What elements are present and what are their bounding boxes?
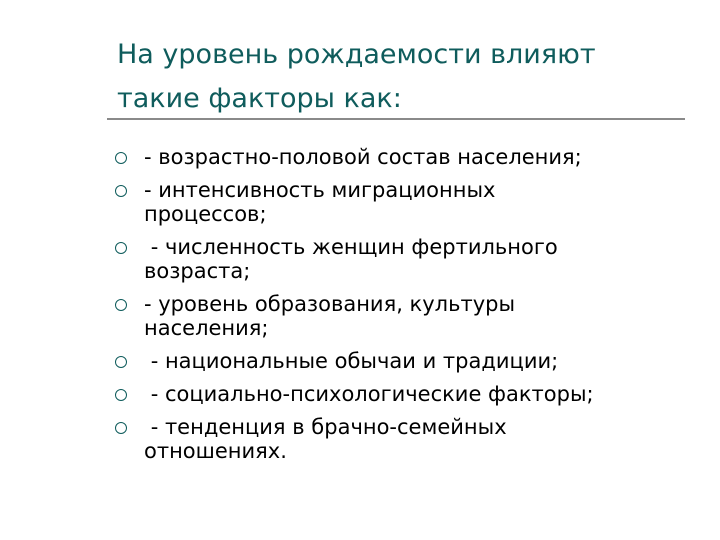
bullet-item: [113, 349, 703, 373]
bullet-item: [113, 235, 703, 283]
bullet-item: [113, 415, 703, 463]
bullet-text-line: - социально-психологические факторы;: [144, 382, 594, 406]
bullet-item: [113, 382, 703, 406]
slide-title-line-2: такие факторы как:: [117, 83, 402, 114]
hollow-circle-icon: [115, 356, 127, 368]
hollow-circle-icon: [115, 242, 127, 254]
bullet-item: [113, 178, 703, 226]
bullet-text-line: - тенденция в брачно-семейных: [144, 415, 507, 439]
bullet-text-line: - национальные обычаи и традиции;: [144, 349, 559, 373]
hollow-circle-icon: [115, 389, 127, 401]
bullet-text-line: - возрастно-половой состав населения;: [144, 145, 582, 169]
bullet-text-line: - интенсивность миграционных: [144, 178, 496, 202]
hollow-circle-icon: [115, 152, 127, 164]
hollow-circle-icon: [115, 422, 127, 434]
slide-title-line-1: На уровень рождаемости влияют: [117, 39, 596, 70]
hollow-circle-icon: [115, 185, 127, 197]
bullet-list: [113, 145, 703, 472]
bullet-text-line: возраста;: [144, 259, 251, 283]
bullet-text-line: процессов;: [144, 202, 267, 226]
slide-title: [117, 33, 677, 121]
bullet-text-line: - численность женщин фертильного: [144, 235, 558, 259]
bullet-text-line: населения;: [144, 316, 269, 340]
hollow-circle-icon: [115, 299, 127, 311]
bullet-item: [113, 145, 703, 169]
bullet-item: [113, 292, 703, 340]
bullet-text-line: - уровень образования, культуры: [144, 292, 516, 316]
title-divider: [107, 118, 685, 120]
bullet-text-line: отношениях.: [144, 439, 287, 463]
